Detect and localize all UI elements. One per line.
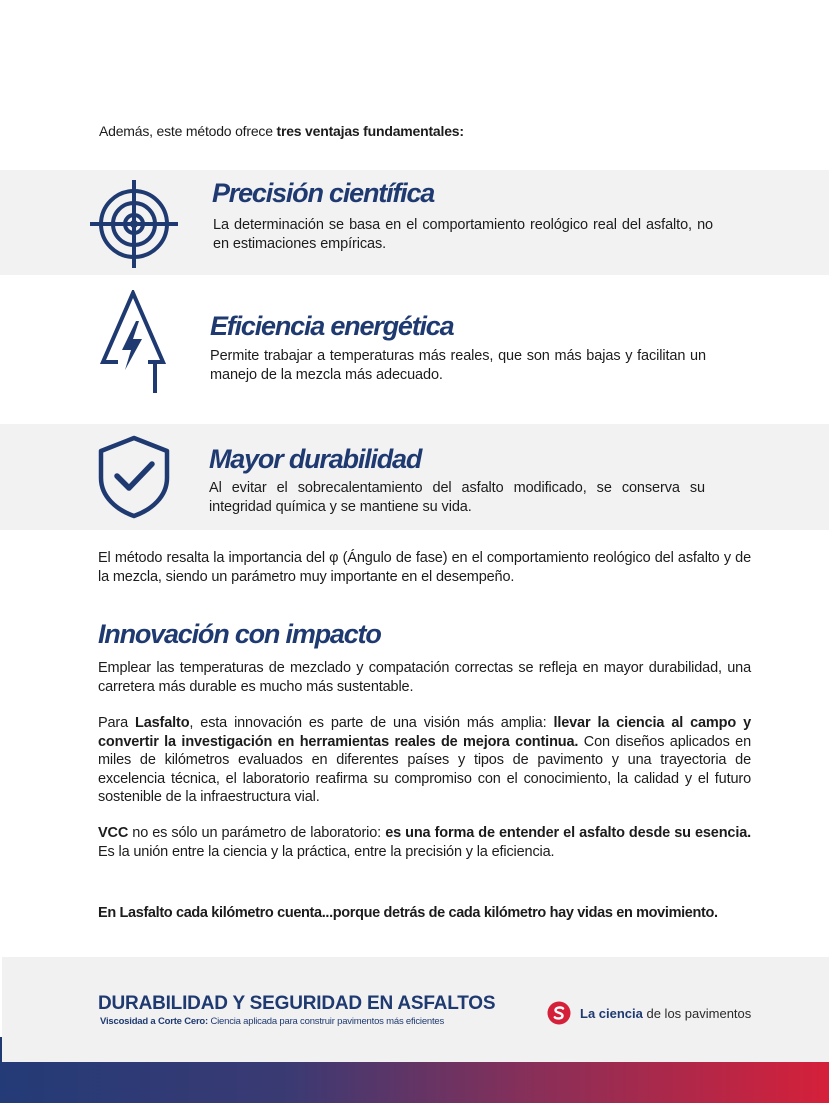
shield-check-icon xyxy=(98,435,170,519)
footer-subtitle: Viscosidad a Corte Cero: Ciencia aplicada para construir pavimentos más eficientes xyxy=(100,1016,445,1027)
lasfalto-logo-icon xyxy=(547,1001,571,1025)
vision-paragraph: Para Lasfalto, esta innovación es parte de una visión más amplia: llevar la ciencia al campo y convertir la investigación en herramientas reales de mejora continua. Con diseños aplicados en miles de kilómetros evaluados en diferentes países y tipos de pavimento y una trayectoria de excelencia técnica, el laboratorio reafirma su compromiso con el conocimiento, la calidad y el futuro sostenible de la infraestructura vial. xyxy=(98,715,751,805)
intro-text: Además, este método ofrece tres ventajas fundamentales: xyxy=(99,123,464,139)
feature-title: Precisión científica xyxy=(212,178,435,208)
energy-arrow-icon xyxy=(100,290,166,394)
vcc-paragraph: VCC no es sólo un parámetro de laboratorio: es una forma de entender el asfalto desde su esencia. Es la unión entre la ciencia y la práctica, entre la precisión y la eficiencia. xyxy=(98,825,751,860)
feature-precision xyxy=(0,170,829,275)
feature-efficiency xyxy=(0,275,829,424)
feature-description: Permite trabajar a temperaturas más reales, que son más bajas y facilitan un manejo de la mezcla más adecuado. xyxy=(210,348,706,383)
closing-statement: En Lasfalto cada kilómetro cuenta...porque detrás de cada kilómetro hay vidas en movimiento. xyxy=(98,905,718,921)
edge-mark xyxy=(0,1037,2,1065)
feature-title: Eficiencia energética xyxy=(210,311,454,341)
footer xyxy=(2,957,829,1062)
footer-title: DURABILIDAD Y SEGURIDAD EN ASFALTOS xyxy=(98,993,496,1014)
feature-description: Al evitar el sobrecalentamiento del asfalto modificado, se conserva su integridad química y se mantiene su vida. xyxy=(209,480,705,515)
brand-logo xyxy=(547,1001,751,1025)
company-name: Lasfalto xyxy=(135,715,190,731)
phase-angle-paragraph: El método resalta la importancia del φ (Ángulo de fase) en el comportamiento reológico del asfalto y de la mezcla, siendo un parámetro muy importante en el desempeño. xyxy=(98,550,751,585)
target-icon xyxy=(89,179,179,269)
footer-gradient-bar xyxy=(0,1062,829,1103)
innovation-heading: Innovación con impacto xyxy=(98,619,381,649)
feature-description: La determinación se basa en el comportamiento reológico real del asfalto, no en estimaciones empíricas. xyxy=(213,217,713,252)
feature-title: Mayor durabilidad xyxy=(209,444,422,474)
feature-durability xyxy=(0,424,829,530)
innovation-paragraph: Emplear las temperaturas de mezclado y compatación correctas se refleja en mayor durabilidad, una carretera más durable es mucho más sustentable. xyxy=(98,660,751,695)
brand-tagline: La ciencia de los pavimentos xyxy=(580,1005,752,1021)
